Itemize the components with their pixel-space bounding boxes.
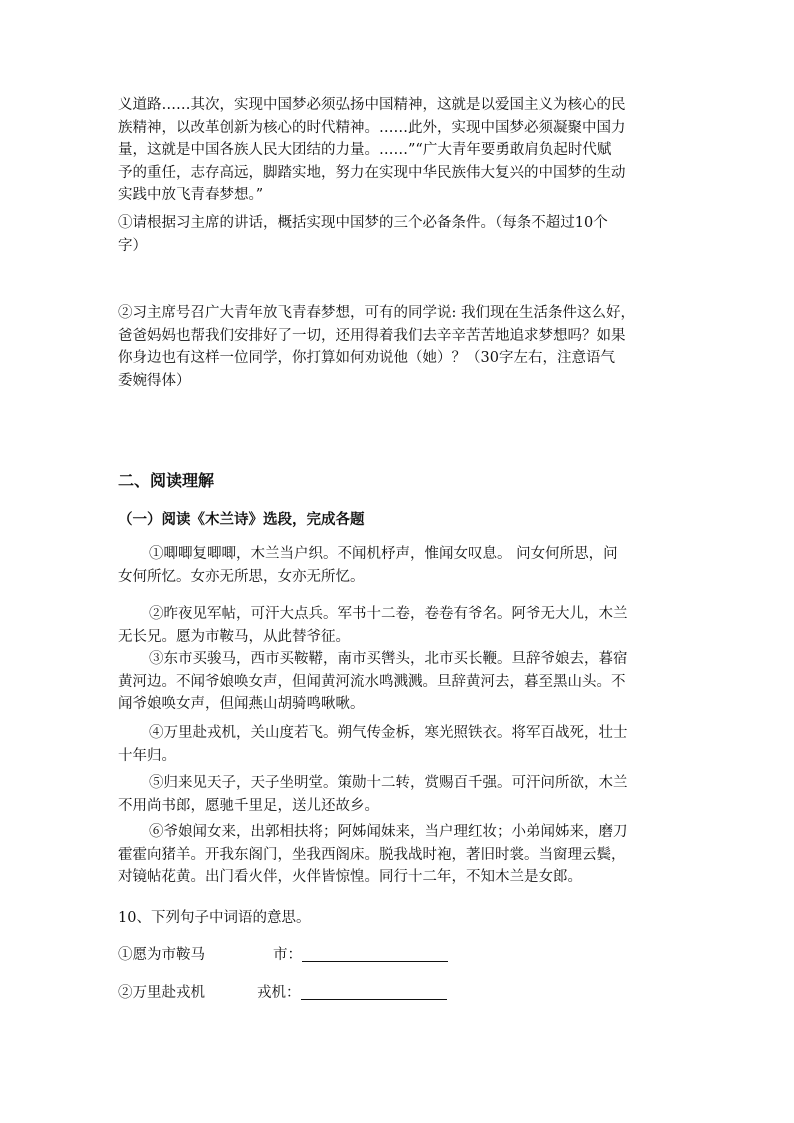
text-line: 族精神，以改革创新为核心的时代精神。……此外，实现中国梦必须凝聚中国力	[118, 119, 626, 136]
answer-blank[interactable]	[301, 983, 447, 1000]
poem-paragraph-4	[118, 722, 678, 767]
poem-paragraph-6	[118, 821, 678, 889]
subsection-heading: （一）阅读《木兰诗》选段，完成各题	[118, 511, 365, 528]
question-10-stem: 10、下列句子中词语的意思。	[118, 910, 311, 926]
text-line: ③东市买骏马，西市买鞍鞯，南市买辔头，北市买长鞭。旦辞爷娘去，暮宿	[149, 651, 628, 667]
poem-paragraph-3	[118, 648, 678, 716]
text-line: 无长兄。愿为市鞍马，从此替爷征。	[118, 628, 350, 645]
text-line: 女何所忆。女亦无所思，女亦无所忆。	[118, 568, 365, 585]
text-line: 黄河边。不闻爷娘唤女声，但闻黄河流水鸣溅溅。旦辞黄河去，暮至黑山头。不	[118, 673, 626, 690]
text-line: ①唧唧复唧唧，木兰当户织。不闻机杼声，惟闻女叹息。 问女何所思，问	[149, 546, 618, 562]
poem-paragraph-1	[118, 543, 678, 588]
answer-blank[interactable]	[302, 945, 448, 962]
poem-paragraph-5	[118, 772, 678, 817]
fill-row	[118, 943, 678, 964]
text-line: ⑤归来见天子，天子坐明堂。策勋十二转，赏赐百千强。可汗问所欲，木兰	[149, 775, 628, 791]
text-line: 你身边也有这样一位同学，你打算如何劝说他（她）？（30字左右，注意语气	[118, 350, 615, 366]
text-line: 予的重任，志存高远，脚踏实地，努力在实现中华民族伟大复兴的中国梦的生动	[118, 164, 626, 181]
text-line: ④万里赴戎机，关山度若飞。朔气传金柝，寒光照铁衣。将军百战死，壮士	[149, 725, 628, 741]
text-line: ①请根据习主席的讲话，概括实现中国梦的三个必备条件。（每条不超过10个	[118, 215, 608, 231]
text-line: 义道路……其次，实现中国梦必须弘扬中国精神，这就是以爱国主义为核心的民	[118, 97, 626, 113]
source-sentence: ①愿为市鞍马	[118, 947, 205, 963]
text-line: ②昨夜见军帖，可汗大点兵。军书十二卷，卷卷有爷名。阿爷无大儿，木兰	[149, 606, 628, 622]
poem-paragraph-2	[118, 603, 678, 648]
text-line: 十年归。	[118, 747, 176, 764]
text-line: 霍霍向猪羊。开我东阁门，坐我西阁床。脱我战时袍，著旧时裳。当窗理云鬓，	[118, 846, 626, 863]
text-line: 委婉得体）	[118, 372, 191, 389]
text-line: 爸爸妈妈也帮我们安排好了一切，还用得着我们去辛辛苦苦地追求梦想吗？如果	[118, 327, 626, 344]
speech-quote	[118, 94, 678, 207]
term-label: 市：	[273, 947, 302, 963]
term-label: 戎机：	[257, 985, 301, 1001]
text-line: 闻爷娘唤女声，但闻燕山胡骑鸣啾啾。	[118, 696, 365, 712]
text-line: 量，这就是中国各族人民大团结的力量。……”“广大青年要勇敢肩负起时代赋	[118, 142, 612, 158]
text-line: ⑥爷娘闻女来，出郭相扶将；阿姊闻妹来，当户理红妆；小弟闻姊来，磨刀	[149, 824, 628, 840]
source-sentence: ②万里赴戎机	[118, 985, 205, 1001]
section-heading: 二、阅读理解	[118, 471, 215, 490]
fill-row	[118, 981, 678, 1002]
text-line: 不用尚书郎，愿驰千里足，送儿还故乡。	[118, 797, 379, 814]
text-line: ②习主席号召广大青年放飞青春梦想，可有的同学说: 我们现在生活条件这么好，	[118, 305, 635, 321]
text-line: 对镜帖花黄。出门看火伴，火伴皆惊惶。同行十二年，不知木兰是女郎。	[118, 869, 582, 885]
question-2	[118, 302, 678, 392]
text-line: 字）	[118, 237, 147, 254]
question-1	[118, 212, 678, 257]
text-line: 实践中放飞青春梦想。”	[118, 187, 264, 203]
